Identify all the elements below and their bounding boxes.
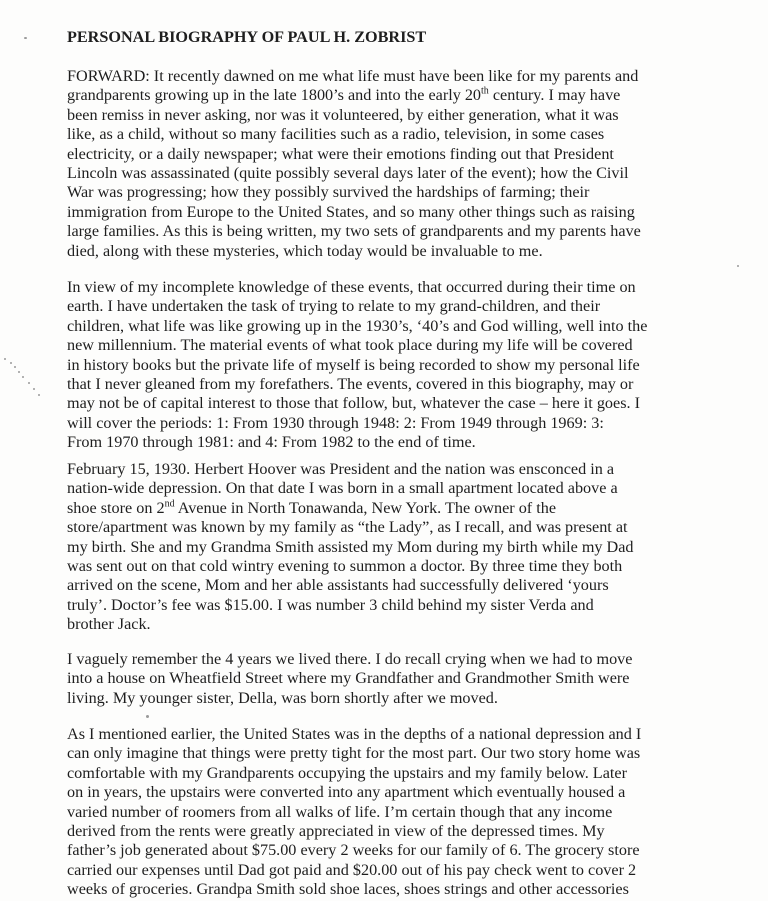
text-line: truly’. Doctor’s fee was $15.00. I was number 3 child behind my sister Verda and xyxy=(67,595,594,614)
text-line: derived from the rents were greatly appreciated in view of the depressed times. My xyxy=(67,822,605,841)
document-title: PERSONAL BIOGRAPHY OF PAUL H. ZOBRIST xyxy=(67,28,427,46)
scan-speck xyxy=(24,37,27,39)
text-line: In view of my incomplete knowledge of these events, that occurred during their time on xyxy=(67,278,636,296)
text-line: comfortable with my Grandparents occupying the upstairs and my family below. Later xyxy=(67,763,627,782)
text-line: War was progressing; how they possibly survived the hardships of farming; their xyxy=(67,183,590,202)
text-line: electricity, or a daily newspaper; what were their emotions finding out that President xyxy=(67,144,614,163)
text-line: I vaguely remember the 4 years we lived there. I do recall crying when we had to move xyxy=(67,650,633,668)
paragraph-wheatfield-street xyxy=(67,650,717,708)
text-line: children, what life was like growing up in the 1930’s, ‘40’s and God willing, well into the xyxy=(67,316,648,335)
text-line: earth. I have undertaken the task of trying to relate to my grand-children, and their xyxy=(67,297,601,316)
text-line: living. My younger sister, Della, was born shortly after we moved. xyxy=(67,688,498,707)
text-line: into a house on Wheatfield Street where my Grandfather and Grandmother Smith were xyxy=(67,669,630,688)
text-line: that I never gleaned from my forefathers. The events, covered in this biography, may or xyxy=(67,375,634,394)
text-line: my birth. She and my Grandma Smith assisted my Mom during my birth while my Dad xyxy=(67,537,634,556)
text-line: store/apartment was known by my family as “the Lady”, as I recall, and was present at xyxy=(67,518,628,537)
text-line: will cover the periods: 1: From 1930 through 1948: 2: From 1949 through 1969: 3: xyxy=(67,413,604,432)
paragraph-birth xyxy=(67,460,717,635)
text-line: shoe store on 2nd Avenue in North Tonawanda, New York. The owner of the xyxy=(67,498,557,517)
text-line: carried our expenses until Dad got paid and $20.00 out of his pay check went to cover 2 xyxy=(67,860,637,879)
text-line: February 15, 1930. Herbert Hoover was President and the nation was ensconced in a xyxy=(67,460,615,478)
scan-speck xyxy=(18,371,20,373)
scan-speck xyxy=(10,362,12,364)
scan-speck xyxy=(33,388,35,390)
scan-speck xyxy=(146,715,149,718)
text-line: FORWARD: It recently dawned on me what life must have been like for my parents and xyxy=(67,67,639,85)
scan-speck xyxy=(38,394,40,396)
text-line: may not be of capital interest to those that follow, but, whatever the case – here it goes. I xyxy=(67,394,640,413)
text-line: like, as a child, without so many facilities such as a radio, television, in some cases xyxy=(67,125,605,144)
superscript: nd xyxy=(164,498,175,510)
scan-speck xyxy=(737,265,739,267)
text-line: From 1970 through 1981: and 4: From 1982 to the end of time. xyxy=(67,433,476,452)
text-line: in history books but the private life of myself is being recorded to show my personal life xyxy=(67,355,640,374)
text-line: weeks of groceries. Grandpa Smith sold shoe laces, shoes strings and other accessories xyxy=(67,880,629,899)
text-line: been remiss in never asking, nor was it volunteered, by either generation, what it was xyxy=(67,105,619,124)
text-line: brother Jack. xyxy=(67,615,151,634)
superscript: th xyxy=(481,86,489,98)
text-line: nation-wide depression. On that date I was born in a small apartment located above a xyxy=(67,479,618,498)
text-line: was sent out on that cold wintry evening to summon a doctor. By three time they both xyxy=(67,557,623,576)
paragraph-incomplete-knowledge xyxy=(67,278,717,453)
text-line: As I mentioned earlier, the United States was in the depths of a national depression and I xyxy=(67,725,642,743)
text-line: can only imagine that things were pretty tight for the most part. Our two story home was xyxy=(67,744,641,763)
text-line: varied number of roomers from all walks of life. I’m certain though that any income xyxy=(67,802,613,821)
text-line: father’s job generated about $75.00 every 2 weeks for our family of 6. The grocery store xyxy=(67,841,640,860)
text-line: immigration from Europe to the United States, and so many other things such as raising xyxy=(67,202,635,221)
text-line: arrived on the scene, Mom and her able assistants had successfully delivered ‘yours xyxy=(67,576,609,595)
text-line: died, along with these mysteries, which today would be invaluable to me. xyxy=(67,241,543,260)
scan-speck xyxy=(14,366,16,368)
paragraph-forward xyxy=(67,67,717,261)
text-line: Lincoln was assassinated (quite possibly several days later of the event); how the Civil xyxy=(67,164,629,183)
text-line: new millennium. The material events of what took place during my life will be covered xyxy=(67,336,633,355)
text-line: large families. As this is being written, my two sets of grandparents and my parents have xyxy=(67,222,641,241)
text-line: grandparents growing up in the late 1800’s and into the early 20th century. I may have xyxy=(67,86,621,105)
scan-speck xyxy=(22,376,24,378)
scan-speck xyxy=(28,382,30,384)
paragraph-depression xyxy=(67,725,717,900)
text-line: on in years, the upstairs were converted into any apartment which eventually housed a xyxy=(67,783,626,802)
scan-speck xyxy=(4,358,6,360)
